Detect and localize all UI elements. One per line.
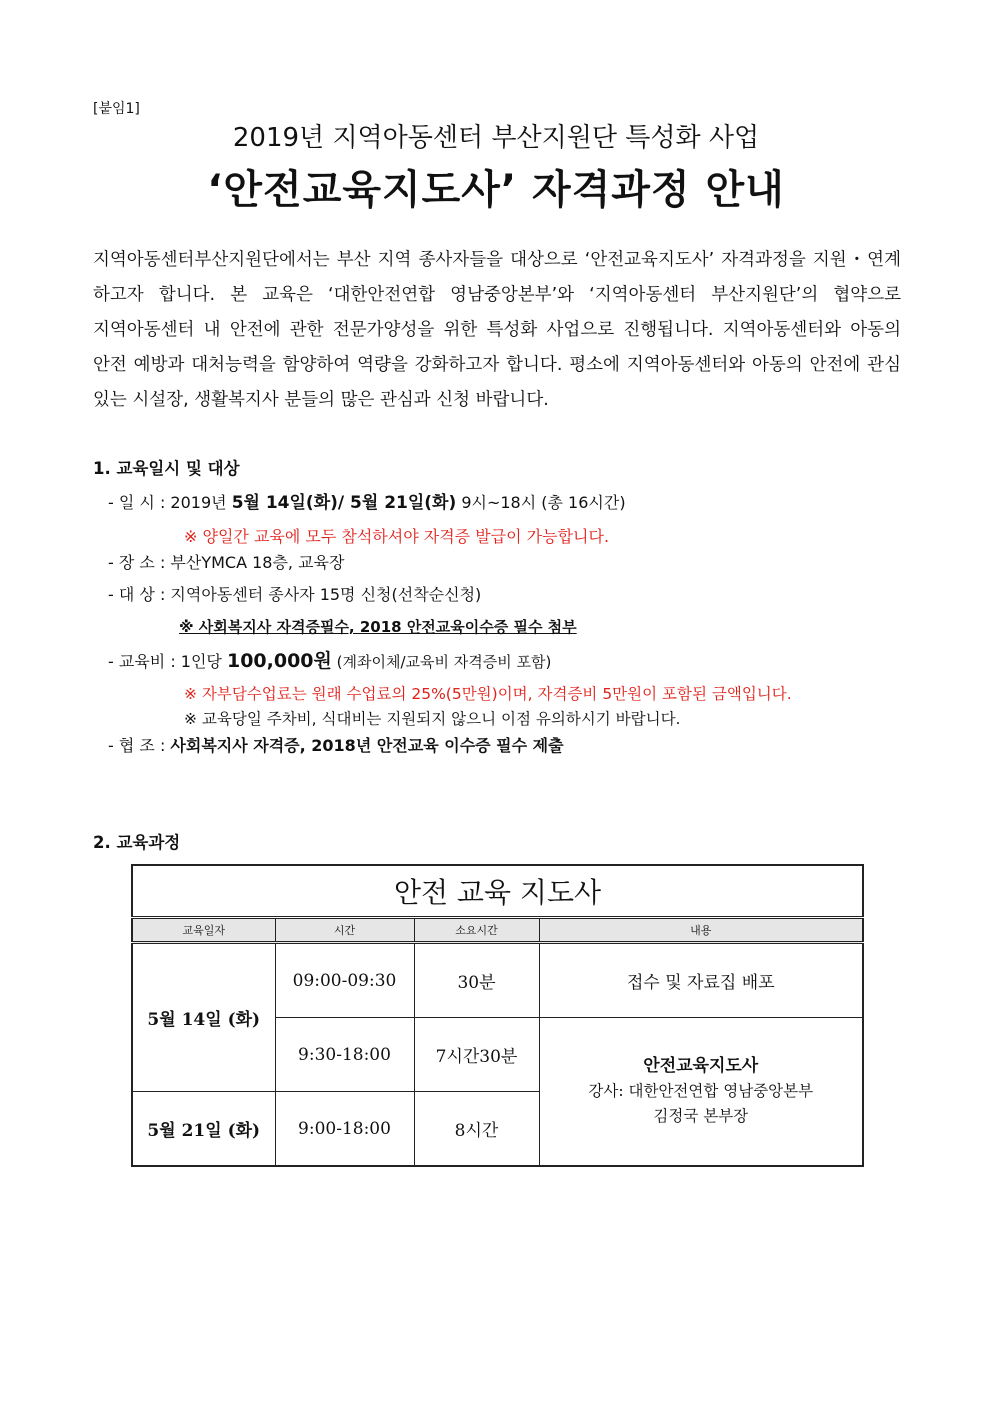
table-title: 안전 교육 지도사 (132, 865, 863, 918)
time-cell: 9:00-18:00 (275, 1092, 414, 1167)
time-cell: 09:00-09:30 (275, 943, 414, 1018)
table-row (132, 943, 863, 1018)
fee-prefix: 1인당 (180, 652, 227, 671)
day1-cell: 5월 14일 (화) (132, 943, 275, 1092)
target-row (108, 582, 481, 605)
course-table (131, 864, 864, 1167)
content-cell: 접수 및 자료집 배포 (539, 943, 863, 1018)
section1-heading: 1. 교육일시 및 대상 (93, 459, 240, 478)
date-label: - 일 시 : (108, 493, 171, 512)
coop-row (108, 733, 564, 756)
intro-paragraph: 지역아동센터부산지원단에서는 부산 지역 종사자들을 대상으로 ‘안전교육지도사’ 자격과정을 지원・연계 하고자 합니다. 본 교육은 ‘대한안전연합 영남중앙본부’와 ‘지역아동센터 부산지원단’의 협약으로 지역아동센터 내 안전에 관한 전문가양성을 위한 특성화 사업으로 진행됩니다. 지역아동센터와 아동의 안전 예방과 대처능력을 함양하여 역량을 강화하고자 합니다. 평소에 지역아동센터와 아동의 안전에 관심 있는 시설장, 생활복지사 분들의 많은 관심과 신청 바랍니다. (93, 250, 901, 410)
duration-cell: 30분 (414, 943, 539, 1018)
target-value: 지역아동센터 종사자 15명 신청(선착순신청) (170, 585, 482, 604)
table-header-row (132, 918, 863, 943)
time-cell: 9:30-18:00 (275, 1018, 414, 1092)
date-row (108, 488, 626, 513)
detail-cell (539, 1018, 863, 1167)
fee-label: - 교육비 : (108, 652, 181, 671)
attachment-label: [붙임1] (93, 101, 140, 117)
fee-row (108, 646, 551, 673)
day2-cell: 5월 21일 (화) (132, 1092, 275, 1167)
detail-instructor-name: 김정국 본부장 (653, 1107, 749, 1125)
detail-title: 안전교육지도사 (643, 1056, 759, 1076)
detail-instructor: 강사: 대한안전연합 영남중앙본부 (588, 1082, 814, 1100)
date-time: 9시~18시 (총 16시간) (456, 493, 626, 512)
date-year: 2019년 (170, 493, 232, 512)
header-content: 내용 (539, 918, 863, 943)
target-note: ※ 사회복지사 자격증필수, 2018 안전교육이수증 필수 첨부 (179, 618, 577, 636)
header-time: 시간 (275, 918, 414, 943)
duration-cell: 8시간 (414, 1092, 539, 1167)
page-title: ‘안전교육지도사’ 자격과정 안내 (207, 167, 785, 213)
fee-amount: 100,000원 (226, 650, 332, 672)
fee-note: ※ 교육당일 주차비, 식대비는 지원되지 않으니 이점 유의하시기 바랍니다. (184, 710, 681, 728)
duration-cell: 7시간30분 (414, 1018, 539, 1092)
coop-value: 사회복지사 자격증, 2018년 안전교육 이수증 필수 제출 (170, 736, 564, 755)
header-duration: 소요시간 (414, 918, 539, 943)
fee-note-red: ※ 자부담수업료는 원래 수업료의 25%(5만원)이며, 자격증비 5만원이 포함된 금액입니다. (184, 685, 792, 703)
header-date: 교육일자 (132, 918, 275, 943)
date-note: ※ 양일간 교육에 모두 참석하셔야 자격증 발급이 가능합니다. (184, 527, 610, 546)
date-days: 5월 14일(화)/ 5월 21일(화) (231, 493, 457, 513)
place-row (108, 550, 344, 573)
place-value: 부산YMCA 18층, 교육장 (170, 553, 345, 572)
page-subtitle: 2019년 지역아동센터 부산지원단 특성화 사업 (232, 123, 760, 153)
coop-label: - 협 조 : (108, 736, 171, 755)
fee-suffix: (계좌이체/교육비 자격증비 포함) (331, 653, 552, 671)
target-label: - 대 상 : (108, 585, 171, 604)
place-label: - 장 소 : (108, 553, 171, 572)
section2-heading: 2. 교육과정 (93, 833, 181, 852)
